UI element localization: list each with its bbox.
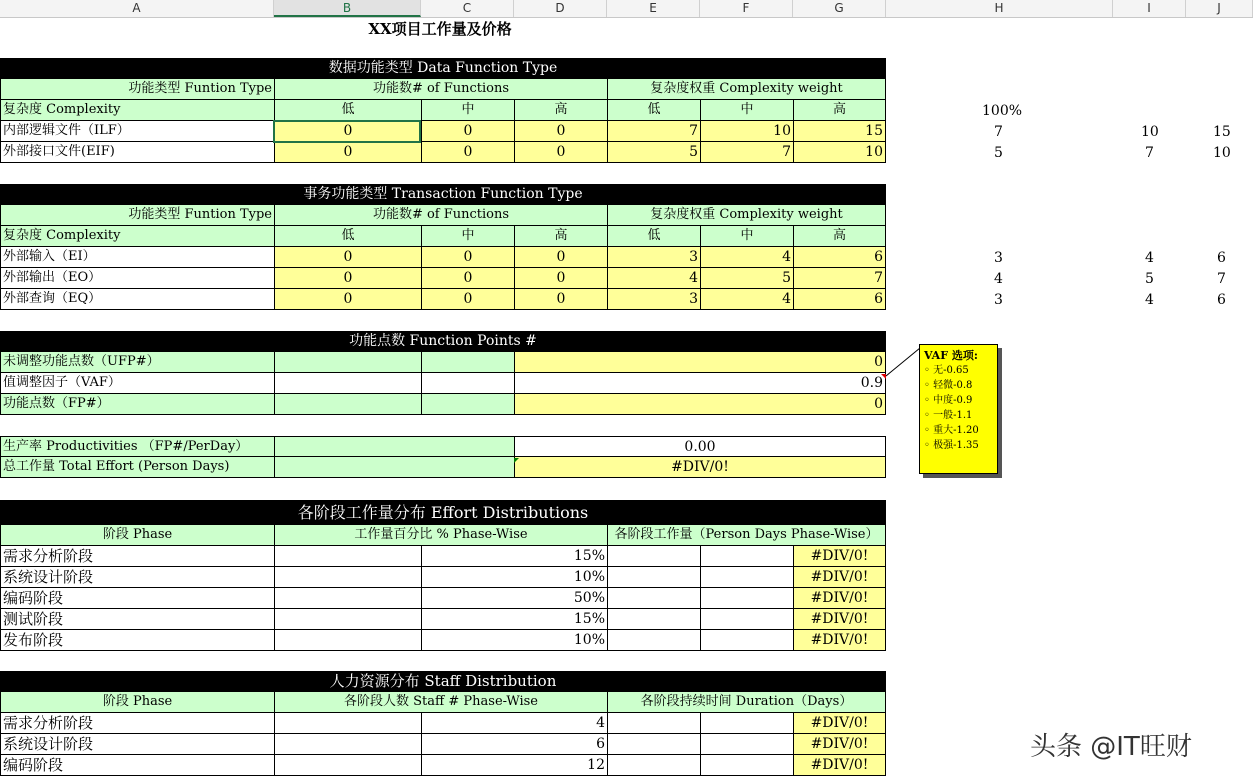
tft-high[interactable]: 高 xyxy=(514,226,607,247)
column-header-b[interactable]: B xyxy=(274,0,421,17)
eq-i[interactable]: 4 xyxy=(1145,292,1154,308)
ei-h[interactable]: 3 xyxy=(994,250,1003,266)
staff-row-e[interactable] xyxy=(607,755,700,776)
effort-row-val[interactable]: #DIV/0! xyxy=(793,630,886,651)
dft-num-functions[interactable]: 功能数# of Functions xyxy=(274,79,607,100)
effort-row-b[interactable] xyxy=(274,630,421,651)
eif-h[interactable]: 5 xyxy=(994,145,1003,161)
effort-row-pct[interactable]: 15% xyxy=(421,546,607,567)
eo-w-high[interactable]: 7 xyxy=(793,268,886,289)
effort-row-f[interactable] xyxy=(700,546,793,567)
effort-row-pct[interactable]: 10% xyxy=(421,630,607,651)
column-header-i[interactable]: I xyxy=(1113,0,1186,17)
effort-row-label[interactable]: 编码阶段 xyxy=(0,588,274,609)
staff-row-label[interactable]: 需求分析阶段 xyxy=(0,713,274,734)
dft-high[interactable]: 高 xyxy=(514,100,607,121)
ilf-n-low[interactable]: 0 xyxy=(274,121,421,142)
dft-funtion-type[interactable]: 功能类型 Funtion Type xyxy=(0,79,274,100)
eo-i[interactable]: 5 xyxy=(1145,271,1154,287)
column-header-h[interactable]: H xyxy=(886,0,1113,17)
tft-mid[interactable]: 中 xyxy=(421,226,514,247)
effort-row-label[interactable]: 系统设计阶段 xyxy=(0,567,274,588)
eif-label[interactable]: 外部接口文件(EIF) xyxy=(0,142,274,163)
eq-label[interactable]: 外部查询（EQ） xyxy=(0,289,274,310)
vaf-value[interactable]: 0.9 xyxy=(514,373,886,394)
effort-row-f[interactable] xyxy=(700,567,793,588)
ilf-h[interactable]: 7 xyxy=(994,124,1003,140)
vaf-note-option: ◦ 中度-0.9 xyxy=(924,395,973,406)
comment-connector-line xyxy=(884,346,924,380)
vaf-note-option: ◦ 轻微-0.8 xyxy=(924,380,973,391)
eo-n-mid[interactable]: 0 xyxy=(421,268,514,289)
tft-header[interactable]: 事务功能类型 Transaction Function Type xyxy=(0,184,886,205)
dft-low[interactable]: 低 xyxy=(274,100,421,121)
dft-complexity[interactable]: 复杂度 Complexity xyxy=(0,100,274,121)
effort-pct-hdr[interactable]: 工作量百分比 % Phase-Wise xyxy=(274,525,607,546)
eo-n-low[interactable]: 0 xyxy=(274,268,421,289)
fp-c[interactable] xyxy=(421,394,514,415)
effort-row-f[interactable] xyxy=(700,630,793,651)
effort-row-b[interactable] xyxy=(274,546,421,567)
effort-bc[interactable] xyxy=(274,457,514,478)
effort-row-b[interactable] xyxy=(274,609,421,630)
eq-j[interactable]: 6 xyxy=(1217,292,1226,308)
staff-row-n[interactable]: 6 xyxy=(421,734,607,755)
ilf-n-mid[interactable]: 0 xyxy=(421,121,514,142)
column-header-f[interactable]: F xyxy=(700,0,793,17)
tft-w-high[interactable]: 高 xyxy=(793,226,886,247)
vaf-option-text: 无-0.65 xyxy=(933,365,969,376)
eq-h[interactable]: 3 xyxy=(994,292,1003,308)
vaf-option-text: 中度-0.9 xyxy=(933,395,973,406)
vaf-note-option: ◦ 重大-1.20 xyxy=(924,425,979,436)
effort-row-val[interactable]: #DIV/0! xyxy=(793,609,886,630)
active-cell-selection xyxy=(273,120,421,143)
staff-row-val[interactable]: #DIV/0! xyxy=(793,755,886,776)
ei-w-high[interactable]: 6 xyxy=(793,247,886,268)
staff-row-label[interactable]: 系统设计阶段 xyxy=(0,734,274,755)
ufp-value[interactable]: 0 xyxy=(514,352,886,373)
dft-w-mid[interactable]: 中 xyxy=(700,100,793,121)
effort-row-b[interactable] xyxy=(274,588,421,609)
effort-row-val[interactable]: #DIV/0! xyxy=(793,546,886,567)
vaf-note-option: ◦ 极强-1.35 xyxy=(924,440,979,451)
staff-row-n[interactable]: 4 xyxy=(421,713,607,734)
staff-row-f[interactable] xyxy=(700,713,793,734)
ufp-b[interactable] xyxy=(274,352,421,373)
fp-value[interactable]: 0 xyxy=(514,394,886,415)
column-header-bar xyxy=(0,0,1253,18)
ilf-w-low[interactable]: 7 xyxy=(607,121,700,142)
fp-label[interactable]: 功能点数（FP#） xyxy=(0,394,274,415)
ei-j[interactable]: 6 xyxy=(1217,250,1226,266)
eq-w-high[interactable]: 6 xyxy=(793,289,886,310)
prod-value[interactable]: 0.00 xyxy=(514,436,886,457)
column-header-g[interactable]: G xyxy=(793,0,886,17)
ilf-w-high[interactable]: 15 xyxy=(793,121,886,142)
column-header-e[interactable]: E xyxy=(607,0,700,17)
effort-row-e[interactable] xyxy=(607,630,700,651)
effort-row-val[interactable]: #DIV/0! xyxy=(793,567,886,588)
ilf-j[interactable]: 15 xyxy=(1213,124,1231,140)
eq-w-mid[interactable]: 4 xyxy=(700,289,793,310)
error-indicator xyxy=(514,458,519,463)
vaf-note-option: ◦ 无-0.65 xyxy=(924,365,969,376)
effort-label[interactable]: 总工作量 Total Effort (Person Days) xyxy=(0,457,274,478)
eo-w-low[interactable]: 4 xyxy=(607,268,700,289)
staff-row-b[interactable] xyxy=(274,734,421,755)
eif-n-high[interactable]: 0 xyxy=(514,142,607,163)
sheet-title[interactable]: XX项目工作量及价格 xyxy=(368,20,512,38)
staff-duration-hdr[interactable]: 各阶段持续时间 Duration（Days） xyxy=(607,692,886,713)
effort-value[interactable]: #DIV/0! xyxy=(514,457,886,478)
effort-row-label[interactable]: 需求分析阶段 xyxy=(0,546,274,567)
staff-row-f[interactable] xyxy=(700,755,793,776)
staff-row-val[interactable]: #DIV/0! xyxy=(793,734,886,755)
vaf-option-text: 轻微-0.8 xyxy=(933,380,973,391)
tft-funtion-type[interactable]: 功能类型 Funtion Type xyxy=(0,205,274,226)
ilf-label[interactable]: 内部逻辑文件（ILF） xyxy=(0,121,274,142)
tft-complexity-weight[interactable]: 复杂度权重 Complexity weight xyxy=(607,205,886,226)
effort-dist-header[interactable]: 各阶段工作量分布 Effort Distributions xyxy=(0,500,886,525)
column-header-d[interactable]: D xyxy=(514,0,607,17)
staff-row-b[interactable] xyxy=(274,755,421,776)
effort-row-f[interactable] xyxy=(700,588,793,609)
dft-w-low[interactable]: 低 xyxy=(607,100,700,121)
dft-mid[interactable]: 中 xyxy=(421,100,514,121)
prod-bc[interactable] xyxy=(274,436,514,457)
tft-w-mid[interactable]: 中 xyxy=(700,226,793,247)
ei-label[interactable]: 外部输入（EI） xyxy=(0,247,274,268)
effort-days-hdr[interactable]: 各阶段工作量（Person Days Phase-Wise） xyxy=(607,525,886,546)
effort-phase-hdr[interactable]: 阶段 Phase xyxy=(0,525,274,546)
ilf-w-mid[interactable]: 10 xyxy=(700,121,793,142)
watermark-text: 头条 @IT旺财 xyxy=(1030,732,1192,762)
eq-n-high[interactable]: 0 xyxy=(514,289,607,310)
vaf-b[interactable] xyxy=(274,373,421,394)
eif-w-mid[interactable]: 7 xyxy=(700,142,793,163)
effort-row-b[interactable] xyxy=(274,567,421,588)
effort-row-e[interactable] xyxy=(607,567,700,588)
tft-low[interactable]: 低 xyxy=(274,226,421,247)
eif-n-mid[interactable]: 0 xyxy=(421,142,514,163)
staff-row-f[interactable] xyxy=(700,734,793,755)
vaf-note-title: VAF 选项: xyxy=(924,349,978,362)
effort-row-label[interactable]: 发布阶段 xyxy=(0,630,274,651)
eq-n-low[interactable]: 0 xyxy=(274,289,421,310)
eo-j[interactable]: 7 xyxy=(1217,271,1226,287)
eo-h[interactable]: 4 xyxy=(994,271,1003,287)
ei-n-low[interactable]: 0 xyxy=(274,247,421,268)
tft-w-low[interactable]: 低 xyxy=(607,226,700,247)
eo-label[interactable]: 外部输出（EO） xyxy=(0,268,274,289)
staff-row-b[interactable] xyxy=(274,713,421,734)
effort-row-e[interactable] xyxy=(607,609,700,630)
vaf-note-option: ◦ 一般-1.1 xyxy=(924,410,973,421)
vaf-option-text: 极强-1.35 xyxy=(933,440,979,451)
staff-row-label[interactable]: 编码阶段 xyxy=(0,755,274,776)
ei-w-mid[interactable]: 4 xyxy=(700,247,793,268)
vaf-comment-note[interactable] xyxy=(919,344,998,474)
eif-i[interactable]: 7 xyxy=(1145,145,1154,161)
column-header-a[interactable]: A xyxy=(0,0,274,17)
tft-complexity[interactable]: 复杂度 Complexity xyxy=(0,226,274,247)
staff-row-val[interactable]: #DIV/0! xyxy=(793,713,886,734)
h-percent[interactable]: 100% xyxy=(982,103,1023,119)
effort-row-e[interactable] xyxy=(607,546,700,567)
vaf-label[interactable]: 值调整因子（VAF） xyxy=(0,373,274,394)
ufp-c[interactable] xyxy=(421,352,514,373)
effort-row-f[interactable] xyxy=(700,609,793,630)
staff-num-hdr[interactable]: 各阶段人数 Staff # Phase-Wise xyxy=(274,692,607,713)
dft-complexity-weight[interactable]: 复杂度权重 Complexity weight xyxy=(607,79,886,100)
eif-n-low[interactable]: 0 xyxy=(274,142,421,163)
dft-header[interactable]: 数据功能类型 Data Function Type xyxy=(0,58,886,79)
staff-row-e[interactable] xyxy=(607,713,700,734)
ilf-i[interactable]: 10 xyxy=(1141,124,1159,140)
eif-j[interactable]: 10 xyxy=(1213,145,1231,161)
eq-w-low[interactable]: 3 xyxy=(607,289,700,310)
eif-w-high[interactable]: 10 xyxy=(793,142,886,163)
prod-label[interactable]: 生产率 Productivities （FP#/PerDay） xyxy=(0,436,274,457)
eq-n-mid[interactable]: 0 xyxy=(421,289,514,310)
staff-row-n[interactable]: 12 xyxy=(421,755,607,776)
ei-n-mid[interactable]: 0 xyxy=(421,247,514,268)
effort-row-val[interactable]: #DIV/0! xyxy=(793,588,886,609)
effort-row-pct[interactable]: 10% xyxy=(421,567,607,588)
eif-w-low[interactable]: 5 xyxy=(607,142,700,163)
vaf-option-text: 重大-1.20 xyxy=(933,425,979,436)
ei-n-high[interactable]: 0 xyxy=(514,247,607,268)
eo-n-high[interactable]: 0 xyxy=(514,268,607,289)
vaf-option-text: 一般-1.1 xyxy=(933,410,973,421)
fp-header[interactable]: 功能点数 Function Points # xyxy=(0,331,886,352)
dft-w-high[interactable]: 高 xyxy=(793,100,886,121)
eo-w-mid[interactable]: 5 xyxy=(700,268,793,289)
staff-row-e[interactable] xyxy=(607,734,700,755)
staff-phase-hdr[interactable]: 阶段 Phase xyxy=(0,692,274,713)
staff-dist-header[interactable]: 人力资源分布 Staff Distribution xyxy=(0,671,886,692)
column-header-c[interactable]: C xyxy=(421,0,514,17)
effort-row-pct[interactable]: 15% xyxy=(421,609,607,630)
ei-i[interactable]: 4 xyxy=(1145,250,1154,266)
effort-row-pct[interactable]: 50% xyxy=(421,588,607,609)
tft-num-functions[interactable]: 功能数# of Functions xyxy=(274,205,607,226)
effort-row-e[interactable] xyxy=(607,588,700,609)
vaf-c[interactable] xyxy=(421,373,514,394)
ei-w-low[interactable]: 3 xyxy=(607,247,700,268)
fp-b[interactable] xyxy=(274,394,421,415)
column-header-j[interactable]: J xyxy=(1186,0,1253,17)
ilf-n-high[interactable]: 0 xyxy=(514,121,607,142)
ufp-label[interactable]: 未调整功能点数（UFP#） xyxy=(0,352,274,373)
effort-row-label[interactable]: 测试阶段 xyxy=(0,609,274,630)
